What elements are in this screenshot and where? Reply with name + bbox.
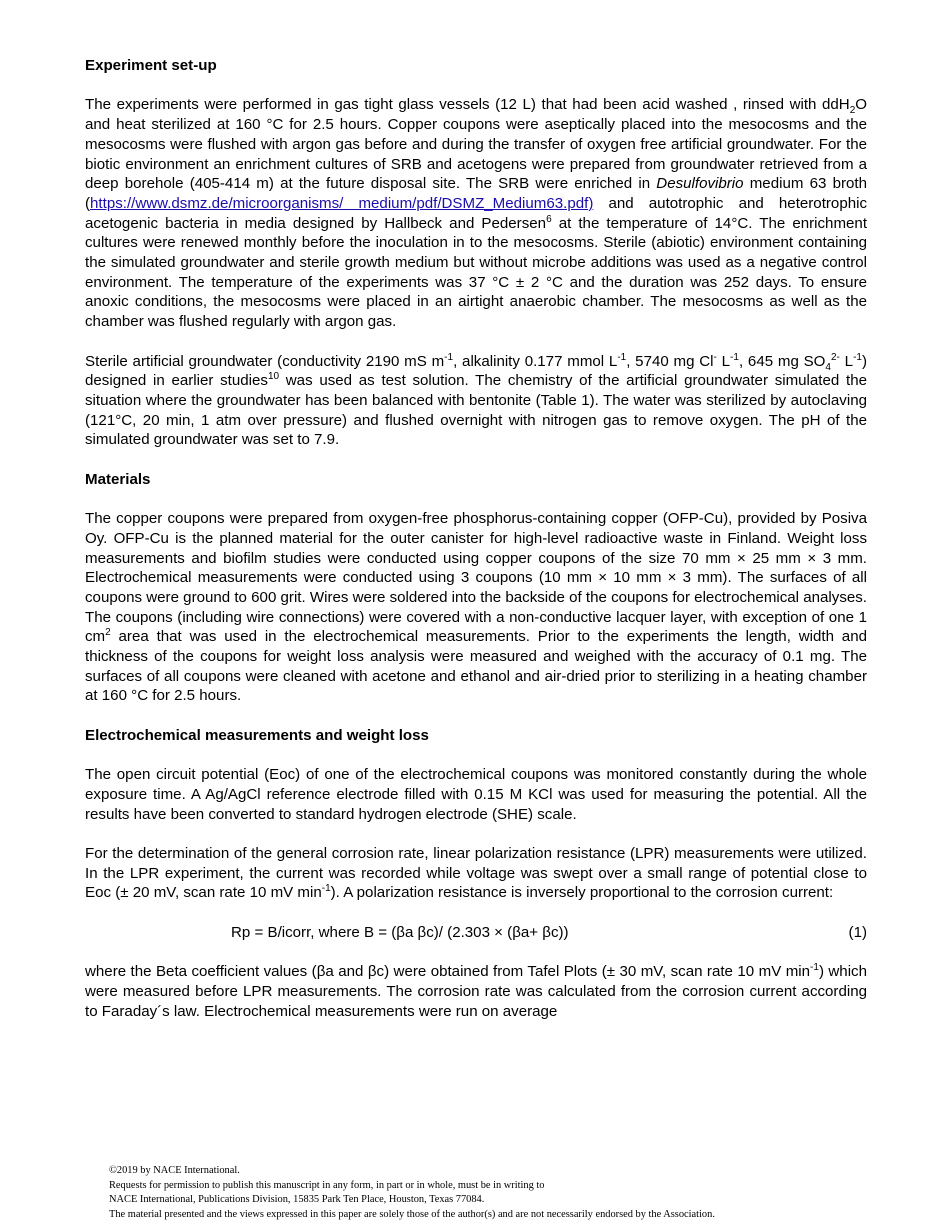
- equation-text: Rp = B/icorr, where B = (βa βc)/ (2.303 × (βa+ βc)): [231, 923, 569, 941]
- equation-1: [85, 923, 867, 943]
- paragraph-open-circuit-potential: The open circuit potential (Eoc) of one of the electrochemical coupons was monitored constantly during the whole exposure time. A Ag/AgCl reference electrode filled with 0.15 M KCl was used for measuring the potential. All the results have been converted to standard hydrogen electrode (SHE) scale.: [85, 766, 867, 823]
- section-heading-materials: Materials: [85, 470, 151, 488]
- copyright-footer: [109, 1164, 869, 1222]
- equation-number: (1): [848, 923, 867, 941]
- citation-ref: 6: [546, 213, 552, 225]
- paragraph-tafel: where the Beta coefficient values (βa and βc) were obtained from Tafel Plots (± 30 mV, scan rate 10 mV $\min^{-1}$) which were measured before LPR measurements. The corrosion rate was calculated from the corrosion current according to Faraday´s law. Electrochemical measurements were run on average: [85, 962, 867, 1020]
- subscript: 2: [849, 105, 856, 117]
- section-heading-electrochemical: Electrochemical measurements and weight loss: [85, 726, 429, 744]
- species-name: Desulfovibrio: [656, 175, 744, 193]
- footer-disclaimer-line: The material presented and the views expressed in this paper are solely those of the author(s) and are not necessarily endorsed by the Association.: [109, 1208, 715, 1220]
- footer-copyright-line: ©2019 by NACE International.: [109, 1165, 240, 1176]
- paragraph-materials: The copper coupons were prepared from oxygen-free phosphorus-containing copper (OFP-Cu), provided by Posiva Oy. OFP-Cu is the planned material for the outer canister for high-level radioactive waste in Finland. Weight loss measurements and biofilm studies were conducted using copper coupons of the size 70 mm × 25 mm × 3 mm. Electrochemical measurements were conducted using 3 coupons (10 mm × 10 mm × 3 mm). The surfaces of all coupons were ground to 600 grit. Wires were soldered into the backside of the coupons for electrochemical analyses. The coupons (including wire connections) were covered with a non-conductive lacquer layer, with exception of one 1 $cm^2$ area that was used in the electrochemical measurements. Prior to the experiments the length, width and thickness of the coupons for weight loss analysis were measured and weighed with the accuracy of 0.1 mg. The surfaces of all coupons were cleaned with acetone and ethanol and air-dried prior to sterilizing in a heating chamber at 160 °C for 2.5 hours.: [85, 510, 867, 705]
- section-heading-experiment-setup: Experiment set-up: [85, 57, 217, 74]
- footer-address-line: NACE International, Publications Division, 15835 Park Ten Place, Houston, Texas 77084.: [109, 1194, 485, 1205]
- paragraph-lpr: For the determination of the general corrosion rate, linear polarization resistance (LPR) measurements were utilized. In the LPR experiment, the current was recorded while voltage was swept over a small range of potential close to Eoc (± 20 mV, scan rate 10 mV $\min^{-1}$). A polarization resistance is inversely proportional to the corrosion current:: [85, 845, 867, 902]
- footer-permission-line: Requests for permission to publish this manuscript in any form, in part or in whole, must be in writing to: [109, 1179, 545, 1191]
- paragraph-groundwater: Sterile artificial groundwater (conductivity 2190 mS $m^{-1}$, alkalinity 0.177 mmol $L^{-1}$, 5740 mg Cl- $L^{-1}$, 645 mg $SO_4^{2-}$ $L^{-1}$) designed in earlier studies$^{10}$ was used as test solution. The chemistry of the artificial groundwater simulated the situation where the groundwater has been balanced with bentonite (Table 1). The water was sterilized by autoclaving (121°C, 20 min, 1 atm over pressure) and flushed overnight with nitrogen gas to remove oxygen. The pH of the simulated groundwater was set to 7.9.: [85, 351, 867, 449]
- paper-page: [85, 56, 867, 1041]
- paragraph-experiment-setup: The experiments were performed in gas tight glass vessels (12 L) that had been acid washed , rinsed with ddH$_2$O and heat sterilized at 160 °C for 2.5 hours. Copper coupons were aseptically placed into the mesocosms and the mesocosms were flushed with argon gas before and during the transfer of oxygen free artificial groundwater. For the biotic environment an enrichment cultures of SRB and acetogens were prepared from groundwater retrieved from a deep borehole (405-414 m) at the future disposal site. The SRB were enriched in Desulfovibrio medium 63 broth (https://www.dsmz.de/microorganisms/ medium/pdf/DSMZ_Medium63.pdf) and autotrophic and heterotrophic acetogenic bacteria in media designed by Hallbeck and Pedersen$^6$ at the temperature of 14°C. The enrichment cultures were renewed monthly before the inoculation in to the mesocosms. Sterile (abiotic) environment containing the simulated groundwater and sterile growth medium but without microbe additions was used as a negative control environment. The temperature of the experiments was 37 °C ± 2 °C and the duration was 252 days. To ensure anoxic conditions, the mesocosms were placed in an airtight anaerobic chamber. The mesocosms as well as the chamber was flushed regularly with argon gas.: [85, 96, 868, 331]
- dsmz-medium-link[interactable]: https://www.dsmz.de/microorganisms/ medium/pdf/DSMZ_Medium63.pdf): [90, 194, 594, 212]
- citation-ref: 10: [267, 371, 280, 383]
